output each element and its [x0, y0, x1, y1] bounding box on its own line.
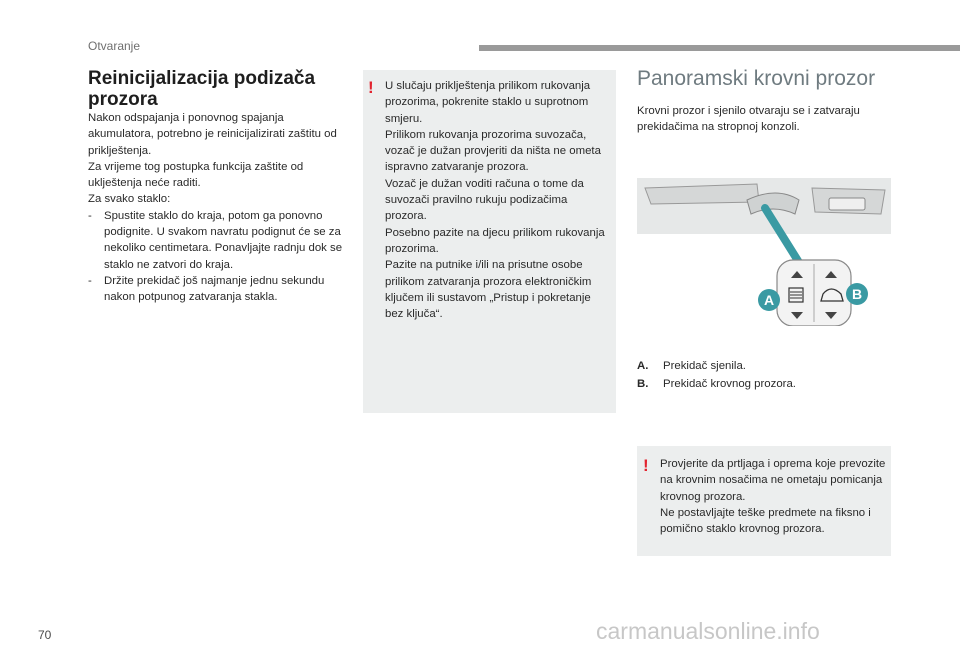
bullet-text: Držite prekidač još najmanje jednu sekundu nakon potpunog zatvaranja stakla.: [104, 274, 325, 304]
warning-line: Prilikom rukovanja prozorima suvozača, vozač je dužan provjeriti da ništa ne ometa ispravno zatvaranje prozora.: [385, 128, 601, 174]
bullet-dash: -: [88, 209, 92, 222]
sunroof-console-figure: [637, 178, 891, 326]
legend-item-a: [637, 358, 891, 374]
left-title: Reinicijalizacija podizača prozora: [88, 68, 316, 110]
legend-text: Prekidač sjenila.: [663, 360, 746, 372]
intro-text: Krovni prozor i sjenilo otvaraju se i zatvaraju prekidačima na stropnoj konzoli.: [637, 105, 860, 134]
bullet-text: Spustite staklo do kraja, potom ga ponovno podignite. U svakom navratu podignut će se za nekoliko centimetara. Ponavljajte radnju dok se staklo ne zatvori do kraja.: [104, 209, 343, 271]
warning-icon: !: [368, 78, 374, 97]
warning-box-pinch: [363, 70, 616, 413]
bullet-item: [88, 208, 350, 273]
warning-line: Posebno pazite na djecu prilikom rukovanja prozorima.: [385, 226, 605, 255]
left-body: [88, 110, 350, 306]
legend-key: B.: [637, 378, 649, 390]
section-label: Otvaranje: [88, 39, 141, 53]
svg-text:B: B: [851, 286, 863, 302]
page-number: 70: [38, 628, 52, 642]
warning-text: [660, 456, 886, 537]
console-illustration: [637, 178, 891, 326]
legend-text: Prekidač krovnog prozora.: [663, 378, 796, 390]
svg-text:A: A: [763, 292, 775, 308]
bullet-item: [88, 273, 350, 306]
paragraph: Nakon odspajanja i ponovnog spajanja akumulatora, potrebno je reinicijalizirati zaštitu od priklještenja.: [88, 112, 337, 157]
paragraph: Za vrijeme tog postupka funkcija zaštite od uklještenja neće raditi.: [88, 160, 304, 190]
label-b-badge: [846, 283, 868, 305]
warning-box-roof: [637, 446, 891, 556]
watermark: carmanualsonline.info: [596, 618, 820, 644]
bullet-dash: -: [88, 274, 92, 287]
label-a-badge: [758, 289, 780, 311]
warning-line: Provjerite da prtljaga i oprema koje prevozite na krovnim nosačima ne ometaju pomicanja krovnog prozora.: [660, 458, 886, 503]
warning-line: Ne postavljajte teške predmete na fiksno i pomično staklo krovnog prozora.: [660, 506, 871, 536]
header-bar: [479, 45, 960, 51]
right-title: Panoramski krovni prozor: [637, 67, 876, 90]
legend-key: A.: [637, 360, 649, 372]
warning-line: Vozač je dužan voditi računa o tome da suvozači pravilno rukuju podizačima prozora.: [385, 177, 584, 223]
legend-item-b: [637, 376, 891, 392]
warning-icon: !: [643, 456, 649, 475]
paragraph: Za svako staklo:: [88, 193, 171, 206]
warning-line: U slučaju priklještenja prilikom rukovanja prozorima, pokrenite staklo u suprotnom smjeru.: [385, 80, 591, 125]
warning-text: [385, 78, 609, 322]
warning-line: Pazite na putnike i/ili na prisutne osobe prilikom zatvaranja prozora elektroničkim ključem ili sustavom „Pristup i pokretanje bez ključa“.: [385, 259, 592, 321]
right-intro: [637, 103, 887, 136]
